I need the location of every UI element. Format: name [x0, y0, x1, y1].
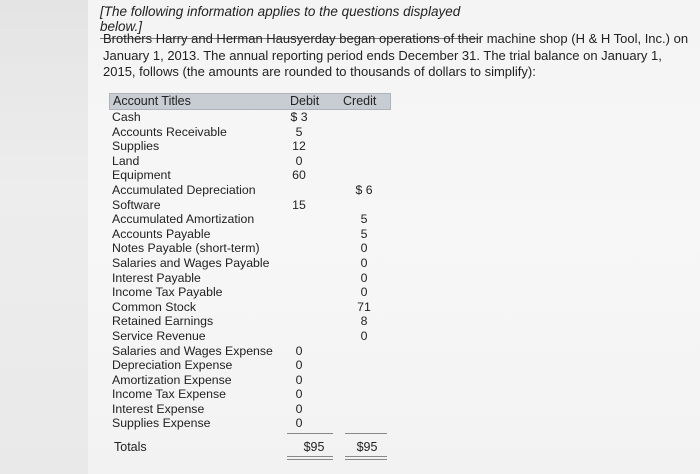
- trial-balance-table: [109, 93, 389, 431]
- debit-double-underline-1: [287, 456, 333, 457]
- account-title: Accumulated Amortization: [112, 212, 255, 227]
- header-account-titles: Account Titles: [113, 94, 191, 108]
- account-title: Cash: [112, 110, 141, 124]
- credit-amount: 0: [360, 270, 368, 285]
- account-title: Notes Payable (short-term): [112, 241, 260, 256]
- credit-amount: 0: [360, 328, 368, 343]
- account-title: Salaries and Wages Payable: [112, 255, 270, 270]
- debit-amount: 60: [292, 168, 306, 183]
- table-row: [109, 416, 389, 431]
- table-row: [109, 358, 389, 373]
- account-title: Income Tax Payable: [112, 285, 223, 300]
- account-title: Accumulated Depreciation: [112, 182, 256, 197]
- credit-amount: 5: [360, 212, 368, 227]
- table-row: [109, 139, 389, 154]
- header-debit: Debit: [290, 94, 320, 108]
- table-row: [109, 241, 389, 256]
- account-title: Land: [112, 153, 140, 168]
- credit-underline: [345, 433, 387, 434]
- account-title: Depreciation Expense: [112, 358, 233, 373]
- credit-double-underline-2: [345, 459, 387, 460]
- totals-row: [109, 437, 389, 467]
- totals-debit: $95: [303, 440, 325, 454]
- account-title: Income Tax Expense: [112, 387, 226, 402]
- credit-amount: 0: [360, 285, 368, 300]
- debit-amount: 5: [295, 124, 303, 139]
- totals-label: Totals: [114, 440, 147, 454]
- table-row: [109, 402, 389, 417]
- debit-double-underline-2: [287, 459, 333, 460]
- debit-amount: 0: [295, 153, 303, 168]
- credit-double-underline-1: [345, 456, 387, 457]
- table-row: [109, 198, 389, 213]
- debit-amount: 12: [292, 139, 306, 154]
- table-body: [109, 110, 389, 431]
- debit-amount: $ 3: [290, 110, 308, 124]
- table-row: [109, 373, 389, 388]
- credit-amount: 71: [357, 299, 371, 314]
- credit-amount: $ 6: [355, 182, 373, 197]
- account-title: Common Stock: [112, 299, 197, 314]
- credit-amount: 0: [360, 241, 368, 256]
- account-title: Interest Expense: [112, 401, 205, 416]
- account-title: Amortization Expense: [112, 372, 232, 387]
- totals-credit: $95: [356, 440, 378, 454]
- table-row: [109, 314, 389, 329]
- table-row: [109, 329, 389, 344]
- account-title: Accounts Payable: [112, 226, 211, 241]
- debit-amount: 0: [295, 358, 303, 373]
- table-row: [109, 256, 389, 271]
- table-row: [109, 110, 389, 125]
- debit-amount: 0: [295, 401, 303, 416]
- table-row: [109, 212, 389, 227]
- debit-amount: 0: [295, 372, 303, 387]
- table-row: [109, 125, 389, 140]
- table-row: [109, 387, 389, 402]
- debit-amount: 0: [295, 343, 303, 358]
- table-row: [109, 154, 389, 169]
- debit-underline: [287, 433, 333, 434]
- account-title: Service Revenue: [112, 328, 206, 343]
- header-note: [The following information applies to the questions displayed below.]: [100, 4, 480, 39]
- debit-amount: 15: [292, 197, 306, 212]
- table-row: [109, 227, 389, 242]
- table-header: [109, 93, 391, 110]
- table-row: [109, 168, 389, 183]
- table-row: [109, 271, 389, 286]
- account-title: Supplies: [112, 139, 160, 154]
- intro-paragraph: Brothers Harry and Herman Hausyerday began operations of their machine shop (H & H Tool, Inc.) on January 1, 2013. The annual reporting period ends December 31. The trial balance on January 1, 2015, follows (the amounts are rounded to thousands of dollars to simplify):: [103, 31, 689, 79]
- account-title: Accounts Receivable: [112, 124, 227, 139]
- account-title: Supplies Expense: [112, 416, 211, 431]
- table-row: [109, 344, 389, 359]
- credit-amount: 8: [360, 314, 368, 329]
- account-title: Retained Earnings: [112, 314, 214, 329]
- table-row: [109, 183, 389, 198]
- table-row: [109, 285, 389, 300]
- header-credit: Credit: [343, 94, 377, 108]
- table-row: [109, 300, 389, 315]
- credit-amount: 0: [360, 255, 368, 270]
- credit-amount: 5: [360, 226, 368, 241]
- account-title: Salaries and Wages Expense: [112, 343, 273, 358]
- account-title: Interest Payable: [112, 270, 201, 285]
- debit-amount: 0: [295, 387, 303, 402]
- account-title: Software: [112, 197, 161, 212]
- debit-amount: 0: [295, 416, 303, 431]
- account-title: Equipment: [112, 168, 171, 183]
